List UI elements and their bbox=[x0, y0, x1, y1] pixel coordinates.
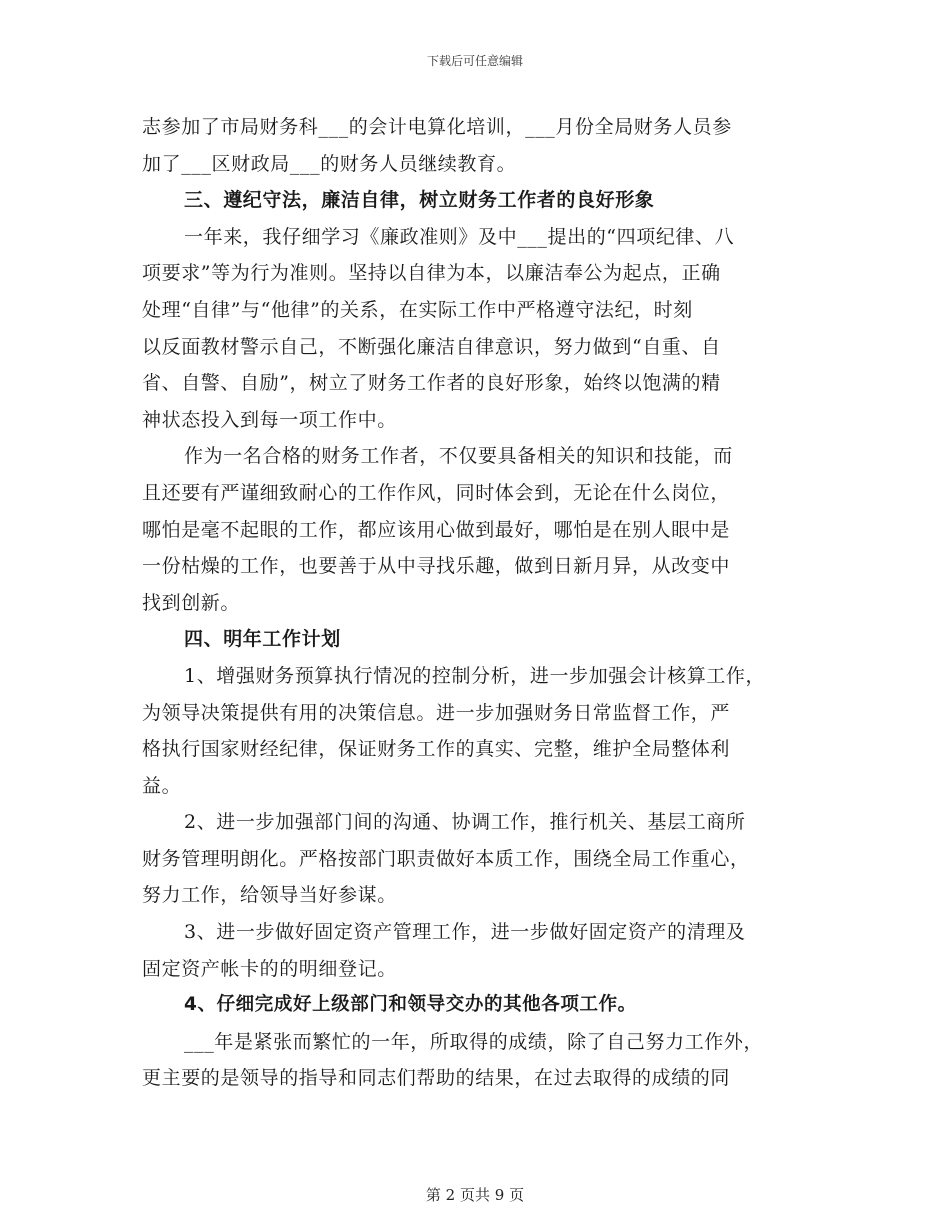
paragraph-line: 1、增强财务预算执行情况的控制分析，进一步加强会计核算工作， bbox=[184, 664, 766, 687]
paragraph-line: 努力工作，给领导当好参谋。 bbox=[142, 884, 397, 907]
paragraph-line: 找到创新。 bbox=[142, 591, 241, 614]
paragraph-line: 财务管理明朗化。严格按部门职责做好本质工作，围绕全局工作重心， bbox=[142, 847, 750, 870]
paragraph-line: 哪怕是毫不起眼的工作，都应该用心做到最好，哪怕是在别人眼中是 bbox=[142, 518, 731, 541]
paragraph-line: 益。 bbox=[142, 774, 182, 797]
paragraph-line: 作为一名合格的财务工作者，不仅要具备相关的知识和技能，而 bbox=[184, 445, 733, 468]
paragraph-line: 更主要的是领导的指导和同志们帮助的结果，在过去取得的成绩的同 bbox=[142, 1067, 731, 1090]
paragraph-line: ___年是紧张而繁忙的一年，所取得的成绩，除了自己努力工作外， bbox=[184, 1030, 764, 1053]
paragraph-line: 格执行国家财经纪律，保证财务工作的真实、完整，维护全局整体利 bbox=[142, 738, 731, 761]
section-heading: 三、遵纪守法，廉洁自律，树立财务工作者的良好形象 bbox=[184, 189, 655, 212]
paragraph-line: 3、进一步做好固定资产管理工作，进一步做好固定资产的清理及 bbox=[184, 921, 746, 944]
paragraph-line: 志参加了市局财务科___的会计电算化培训，___月份全局财务人员参 bbox=[142, 116, 732, 138]
document-body bbox=[142, 109, 822, 1097]
paragraph-line: 一年来，我仔细学习《廉政准则》及中___提出的“四项纪律、八 bbox=[184, 225, 735, 248]
page-footer: 第 2 页共 9 页 bbox=[425, 1186, 525, 1204]
paragraph-line: 神状态投入到每一项工作中。 bbox=[142, 408, 397, 431]
paragraph-line: 项要求”等为行为准则。坚持以自律为本，以廉洁奉公为起点，正确 bbox=[142, 262, 721, 285]
paragraph-line: 固定资产帐卡的的明细登记。 bbox=[142, 957, 397, 980]
paragraph-line: 一份枯燥的工作，也要善于从中寻找乐趣，做到日新月异，从改变中 bbox=[142, 555, 731, 578]
paragraph-line: 为领导决策提供有用的决策信息。进一步加强财务日常监督工作，严 bbox=[142, 701, 731, 724]
paragraph-line: 加了___区财政局___的财务人员继续教育。 bbox=[142, 152, 517, 175]
paragraph-line: 省、自警、自励”，树立了财务工作者的良好形象，始终以饱满的精 bbox=[142, 372, 721, 395]
paragraph-line: 处理“自律”与“他律”的关系，在实际工作中严格遵守法纪，时刻 bbox=[142, 298, 693, 321]
paragraph-line: 且还要有严谨细致耐心的工作作风，同时体会到，无论在什么岗位， bbox=[142, 481, 731, 504]
section-heading: 四、明年工作计划 bbox=[184, 628, 341, 651]
paragraph-line: 2、进一步加强部门间的沟通、协调工作，推行机关、基层工商所 bbox=[184, 811, 746, 834]
page-header: 下载后可任意编辑 bbox=[426, 54, 523, 68]
section-heading: 4、仔细完成好上级部门和领导交办的其他各项工作。 bbox=[184, 994, 637, 1016]
paragraph-line: 以反面教材警示自己，不断强化廉洁自律意识，努力做到“自重、自 bbox=[142, 335, 721, 358]
